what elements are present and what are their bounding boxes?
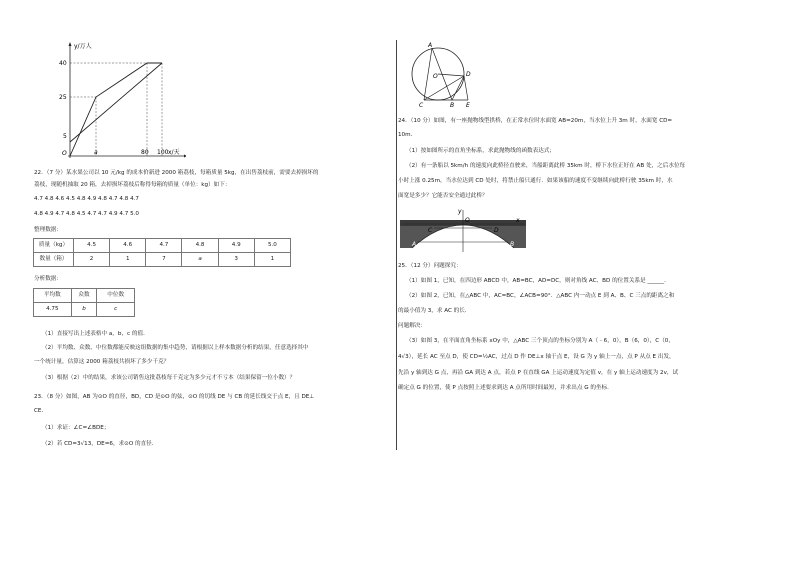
x-tick-80: 80 (141, 149, 149, 156)
q24-sub1: （1）按如图所示的直角坐标系，求此抛物线的函数表达式； (406, 148, 555, 154)
q25-line1: 25．（12 分）问题探究： (398, 263, 462, 269)
label-y: y (458, 208, 462, 215)
q22-data-row1: 4.7 4.8 4.6 4.5 4.8 4.9 4.8 4.7 4.8 4.7 (34, 196, 139, 202)
label-e: E (466, 102, 470, 109)
y-tick-25: 25 (59, 94, 67, 101)
x-tick-a: a (94, 149, 98, 156)
table-cell: 4.6 (110, 239, 146, 253)
x-axis-label: x/天 (168, 149, 180, 156)
parabolic-bridge-figure (398, 206, 528, 258)
q22-sub1: （1）直接写出上述表格中 a，b，c 的值． (42, 331, 149, 337)
q22-organize-label: 整理数据： (34, 227, 62, 233)
table-header: 平均数 (34, 289, 72, 303)
x-axis-arrow (184, 155, 186, 158)
q25-sub1: （1）如图 1，已知，在四边形 ABCD 中，AB=BC，AD=DC，则对角线 AC、BD 的位置关系是 ______． (406, 278, 670, 284)
q24-line2: 10m． (398, 132, 417, 138)
label-b: B (450, 102, 455, 109)
label-o: O (465, 217, 470, 224)
table-cell: 1 (110, 253, 146, 267)
table-row (34, 289, 135, 303)
q24-sub2-line1: （2）有一条船以 5km/h 的速度向此桥径直驶来，当船距离此桥 35km 时，桥下水位正好在 AB 处，之后水位每 (406, 163, 686, 169)
q22-line2: 荔枝，现随机抽取 20 箱，去掉损坏荔枝后称得每箱的质量（单位：kg）如下： (34, 182, 231, 188)
label-x: x (516, 217, 520, 224)
series-line-1 (70, 63, 162, 156)
q24-line1: 24．（10 分）如图，有一座抛物线型拱桥，在正常水位时水面宽 AB=20m，当水位上升 3m 时，水面宽 CD= (398, 118, 673, 124)
y-tick-40: 40 (59, 60, 67, 67)
q25-sub3-line2: 4√3），延长 AC 至点 D，使 CD=½AC，过点 D 作 DE⊥x 轴于点 E，设 G 为 y 轴上一点，点 P 从点 E 出发， (398, 354, 675, 360)
table-cell: 5.0 (254, 239, 290, 253)
table-row (34, 253, 291, 267)
x-tick-100: 100 (157, 149, 169, 156)
q25-sub2-line1: （2）如图 2，已知，在△ABC 中，AC=BC，∠ACB=90°．△ABC 内一动点 E 到 A、B、C 三点的距离之和 (406, 293, 675, 299)
circle-geometry-figure (406, 40, 486, 116)
table-cell: c (97, 303, 135, 317)
q22-sub2-line2: 一个统计量，估算这 2000 箱荔枝共损坏了多少千克？ (34, 359, 170, 365)
label-b: B (510, 241, 515, 248)
q22-sub2-line1: （2）平均数、众数、中位数都能反映这组数据的集中趋势，请根据以上样本数据分析的结果，任意选择其中 (42, 345, 309, 351)
label-c: C (428, 227, 433, 234)
y-axis-label: y/万人 (74, 43, 92, 50)
q23-sub2: （2）若 CD=3√13，DE=6，求⊙O 的直径． (42, 441, 158, 447)
line-graph-figure (56, 30, 186, 160)
q23-line2: CE． (34, 408, 48, 414)
table-cell: 4.7 (146, 239, 182, 253)
table-cell: 3 (218, 253, 254, 267)
q22-data-row2: 4.8 4.9 4.7 4.8 4.5 4.7 4.7 4.9 4.7 5.0 (34, 211, 139, 217)
label-d: D (494, 227, 499, 234)
y-tick-5: 5 (63, 133, 67, 140)
label-c: C (419, 102, 424, 109)
q23-line1: 23．（8 分）如图，AB 为⊙O 的直径，BD，CD 是⊙O 的弦，⊙O 的切线 DE 与 CB 的延长线交于点 E，且 DE⊥ (34, 394, 315, 400)
radius-od (438, 74, 464, 76)
label-d: D (466, 71, 471, 78)
q24-sub2-line3: 面宽是多少？它能否安全通过此桥？ (398, 193, 488, 199)
table-cell: 7 (146, 253, 182, 267)
series-line-2 (70, 63, 162, 142)
origin-label: O (62, 150, 67, 157)
table-cell: 数量（箱） (34, 253, 74, 267)
q25-solve-label: 问题解决： (398, 323, 426, 329)
table-cell: 4.9 (218, 239, 254, 253)
q24-sub2-line2: 小时上涨 0.25m，当水位达到 CD 处时，将禁止船只通行．如果该船的速度不变继续向此桥行驶 35km 时，水 (398, 178, 673, 184)
table-row (34, 303, 135, 317)
table-header: 中位数 (97, 289, 135, 303)
table-cell: b (71, 303, 97, 317)
label-a: A (428, 42, 433, 49)
line-ac (424, 48, 432, 100)
tangent-de (464, 76, 468, 100)
q25-sub3-line4: 确定点 G 的位置，使 P 点按照上述要求到达 A 点所用时间最短，并求出点 G 的坐标． (398, 385, 613, 391)
table-cell: 4.75 (34, 303, 72, 317)
table-cell: 质量（kg） (34, 239, 74, 253)
q25-sub2-line2: 的最小值为 3，求 AC 的长． (398, 308, 471, 314)
table-cell: 1 (254, 253, 290, 267)
q23-sub1: （1）求证：∠C=∠BDE； (42, 425, 110, 431)
column-divider (396, 40, 397, 450)
q22-statistics-table (33, 288, 135, 317)
table-cell: 4.5 (74, 239, 110, 253)
q22-line1: 22．（7 分）某水果公司以 10 元/kg 的成本价新进 2000 箱荔枝，每箱质量 5kg，在出售荔枝前，需要去掉损坏的 (34, 170, 319, 176)
table-cell: a (182, 253, 218, 267)
q22-analyze-label: 分析数据： (34, 276, 62, 282)
label-o: O (433, 73, 438, 80)
q25-sub3-line3: 先沿 y 轴到达 G 点，再沿 GA 到达 A 点，若点 P 在直线 GA 上运动速度为定值 v，在 y 轴上运动速度为 2v，试 (398, 370, 679, 376)
table-cell: 2 (74, 253, 110, 267)
q25-sub3-line1: （3）如图 3，在平面直角坐标系 xOy 中，△ABC 三个顶点的坐标分别为 A（﹣6，0），B（6，0），C（0， (406, 338, 674, 344)
q22-frequency-table (33, 238, 291, 267)
q22-sub3: （3）根据（2）中的结果，求该公司销售这批荔枝每千克定为多少元才不亏本（结果保留一位小数）？ (42, 375, 296, 381)
label-a: A (412, 241, 417, 248)
table-row (34, 239, 291, 253)
y-axis-arrow (69, 42, 72, 46)
table-header: 众数 (71, 289, 97, 303)
table-cell: 4.8 (182, 239, 218, 253)
